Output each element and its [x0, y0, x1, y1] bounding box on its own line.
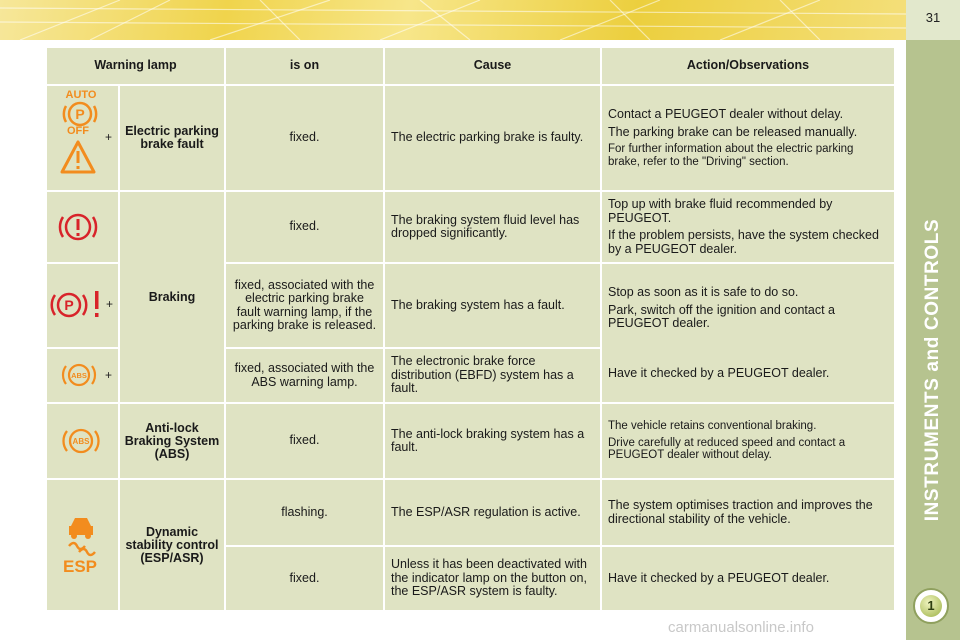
is-on-ebfd: fixed, associated with the ABS warning lamp. — [226, 349, 383, 402]
cause-esp-flashing: The ESP/ASR regulation is active. — [385, 480, 600, 545]
action-abs-2: Drive carefully at reduced speed and contact a PEUGEOT dealer without delay. — [608, 436, 846, 462]
auto-parking-icon — [64, 89, 97, 137]
esp-icon — [47, 480, 118, 610]
off-label: OFF — [67, 125, 89, 137]
table-header-row — [47, 48, 894, 84]
plus-sign: + — [106, 297, 114, 311]
lamp-name-abs: Anti-lock Braking System (ABS) — [120, 404, 224, 478]
cause-esp-fixed: Unless it has been deactivated with the indicator lamp on the button on, the ESP/ASR system is faulty. — [385, 547, 600, 610]
is-on-epb: fixed. — [226, 86, 383, 190]
is-on-brake-system: fixed, associated with the electric parking brake fault warning lamp, if the parking brake is released. — [226, 264, 383, 347]
warning-triangle-icon — [62, 142, 94, 172]
table-row-epb — [47, 86, 894, 190]
lamp-name-epb: Electric parking brake fault — [120, 86, 224, 190]
lamp-cell-brake-system — [47, 264, 118, 347]
action-epb-2: The parking brake can be released manually. — [608, 124, 858, 139]
brake-warning-icon — [47, 192, 118, 262]
action-brake-system-1: Stop as soon as it is safe to do so. — [608, 285, 799, 299]
table-row-abs — [47, 404, 894, 478]
action-abs-1: The vehicle retains conventional braking. — [608, 420, 817, 433]
cause-brake-system: The braking system has a fault. — [385, 264, 600, 347]
lamp-cell-abs — [47, 404, 118, 478]
p-label: P — [64, 297, 74, 313]
table-row-esp-flashing — [47, 480, 894, 545]
section-badge-label: 1 — [920, 595, 942, 617]
table-row-brake-fluid — [47, 192, 894, 262]
lamp-name-esp: Dynamic stability control (ESP/ASR) — [120, 480, 224, 610]
cause-abs: The anti-lock braking system has a fault. — [385, 404, 600, 478]
cause-brake-fluid: The braking system fluid level has dropped significantly. — [385, 192, 600, 262]
abs-label: ABS — [71, 371, 87, 380]
auto-label: AUTO — [65, 89, 97, 101]
header-warning-lamp: Warning lamp — [47, 48, 224, 84]
abs-icon — [47, 404, 118, 478]
action-epb-3: For further information about the electric parking brake, refer to the "Driving" section. — [608, 143, 854, 168]
lamp-cell-brake-fluid — [47, 192, 118, 262]
action-brake-fluid — [602, 192, 894, 262]
lamp-name-braking: Braking — [120, 192, 224, 402]
is-on-abs: fixed. — [226, 404, 383, 478]
plus-sign: + — [105, 130, 113, 144]
plus-sign: + — [105, 368, 113, 382]
header-banner — [0, 0, 906, 40]
action-brake-fluid-1: Top up with brake fluid recommended by PEUGEOT. — [608, 197, 833, 225]
cause-epb: The electric parking brake is faulty. — [385, 86, 600, 190]
action-epb — [602, 86, 894, 190]
action-abs — [602, 404, 894, 478]
header-cause: Cause — [385, 48, 600, 84]
section-badge — [913, 588, 949, 624]
action-esp-flashing-1: The system optimises traction and improves the directional stability of the vehicle. — [608, 498, 873, 526]
abs-label: ABS — [72, 437, 90, 446]
header-action: Action/Observations — [602, 48, 894, 84]
p-label: P — [75, 106, 85, 122]
is-on-esp-fixed: fixed. — [226, 547, 383, 610]
lamp-cell-esp — [47, 480, 118, 610]
action-esp-fixed-1: Have it checked by a PEUGEOT dealer. — [608, 570, 830, 585]
page-number: 31 — [925, 10, 941, 25]
action-brake-fluid-2: If the problem persists, have the system checked by a PEUGEOT dealer. — [608, 228, 879, 256]
lamp-cell-ebfd — [47, 349, 118, 402]
action-brake-system — [602, 264, 894, 402]
header-is-on: is on — [226, 48, 383, 84]
lamp-cell-epb — [47, 86, 118, 190]
warning-lamp-table — [45, 46, 896, 612]
cause-ebfd: The electronic brake force distribution (EBFD) system has a fault. — [385, 349, 600, 402]
watermark: carmanualsonline.info — [668, 619, 814, 636]
action-epb-1: Contact a PEUGEOT dealer without delay. — [608, 107, 844, 121]
action-esp-flashing — [602, 480, 894, 545]
action-brake-system-2: Park, switch off the ignition and contact a PEUGEOT dealer. — [608, 302, 835, 330]
esp-label: ESP — [62, 557, 98, 576]
action-ebfd-1: Have it checked by a PEUGEOT dealer. — [608, 365, 830, 380]
is-on-brake-fluid: fixed. — [226, 192, 383, 262]
banner-pattern — [0, 0, 906, 40]
section-title: INSTRUMENTS and CONTROLS — [922, 218, 943, 522]
action-esp-fixed — [602, 547, 894, 610]
is-on-esp-flashing: flashing. — [226, 480, 383, 545]
